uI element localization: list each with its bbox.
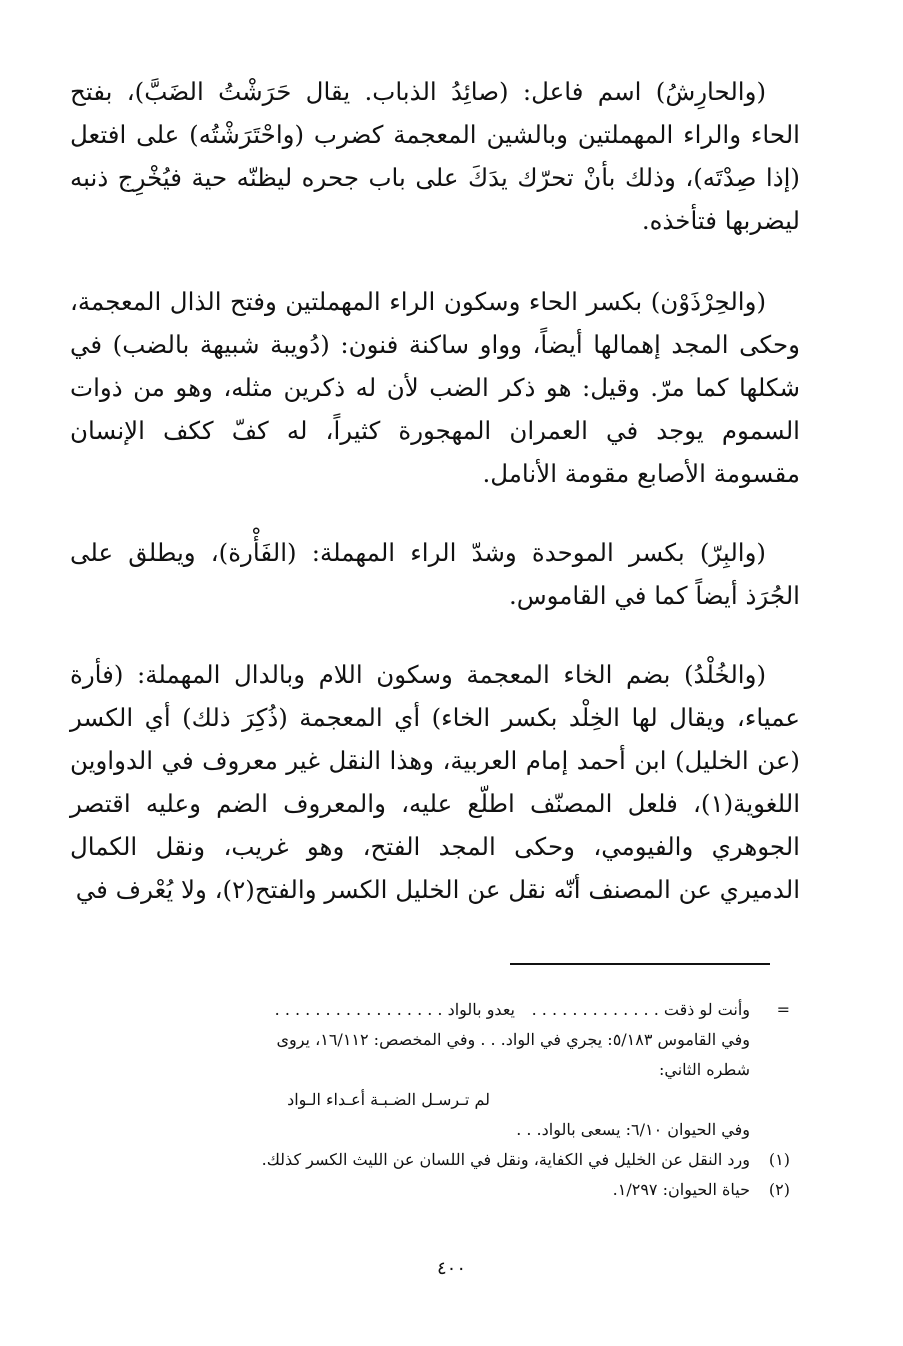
continuation-marker: =: [776, 1000, 790, 1019]
paragraph-haresh: (والحارِشُ) اسم فاعل: (صائِدُ الذباب. يقال حَرَشْتُ الضَبَّ)، بفتح الحاء والراء المهملتين وبالشين المعجمة كضرب (واحْتَرَشْتُه) على افتعل (إذا صِدْتَه)، وذلك بأنْ تحرّك يدَكَ على باب جحره ليظنّه حية فيُخْرِج ذنبه ليضربها فتأخذه.: [70, 77, 800, 235]
footnote-line: وفي الحيوان ٦/١٠: يسعى بالواد. . .: [516, 1120, 750, 1139]
footnote-line: شطره الثاني:: [658, 1060, 750, 1079]
footnote-number: (٢): [768, 1180, 790, 1199]
footnote-number: (١): [768, 1150, 790, 1169]
footnote-1: [70, 1145, 790, 1175]
page-number: ٤٠٠: [436, 1258, 466, 1279]
paragraph-hirdhawn: (والحِرْذَوْن) بكسر الحاء وسكون الراء المهملتين وفتح الذال المعجمة، وحكى المجد إهمالها أيضاً، وواو ساكنة فنون: (دُويبة شبيهة بالضب) في شكلها كما مرّ. وقيل: هو ذكر الضب لأن له ذكرين مثله، وهو من ذوات السموم يوجد في العمران المهجورة كثيراً، له كفّ ككف الإنسان مقسومة الأصابع مقومة الأنامل.: [70, 287, 800, 488]
footnote-separator: [510, 963, 770, 965]
footnote-line: وفي القاموس ٥/١٨٣: يجري في الواد. . . وفي المخصص: ١٦/١١٢، يروى: [276, 1030, 750, 1049]
verse-hemistich-1: وأنت لو ذقت . . . . . . . . . . . . .: [531, 1000, 750, 1019]
verse-line: [70, 995, 790, 1025]
paragraph-khuld: (والخُلْدُ) بضم الخاء المعجمة وسكون اللام وبالدال المهملة: (فأرة عمياء، ويقال لها الخِلْد بكسر الخاء) أي المعجمة (ذُكِرَ ذلك) أي الكسر (عن الخليل) ابن أحمد إمام العربية، وهذا النقل غير معروف في الدواوين اللغوية(١)، فلعل المصنّف اطلّع عليه، والمعروف الضم وعليه اقتصر الجوهري والفيومي، وحكى المجد الفتح، وهو غريب، ونقل الكمال الدميري عن المصنف أنّه نقل عن الخليل الكسر والفتح(٢)، ولا يُعْرف في: [70, 660, 800, 904]
footnote-verse: لم تـرسـل الضـبـة أعـداء الـواد: [287, 1090, 490, 1109]
footnote-2: [70, 1175, 790, 1205]
main-text: [70, 70, 800, 947]
footnote-text: ورد النقل عن الخليل في الكفاية، ونقل في اللسان عن الليث الكسر كذلك.: [261, 1150, 750, 1169]
footnotes: [70, 995, 790, 1205]
footnote-text: حياة الحيوان: ١/٢٩٧.: [612, 1180, 750, 1199]
paragraph-birr: (والبِرّ) بكسر الموحدة وشدّ الراء المهملة: (الفَأْرة)، ويطلق على الجُرَذ أيضاً كما في القاموس.: [70, 538, 800, 610]
verse-hemistich-2: يعدو بالواد . . . . . . . . . . . . . . . . .: [274, 1000, 515, 1019]
